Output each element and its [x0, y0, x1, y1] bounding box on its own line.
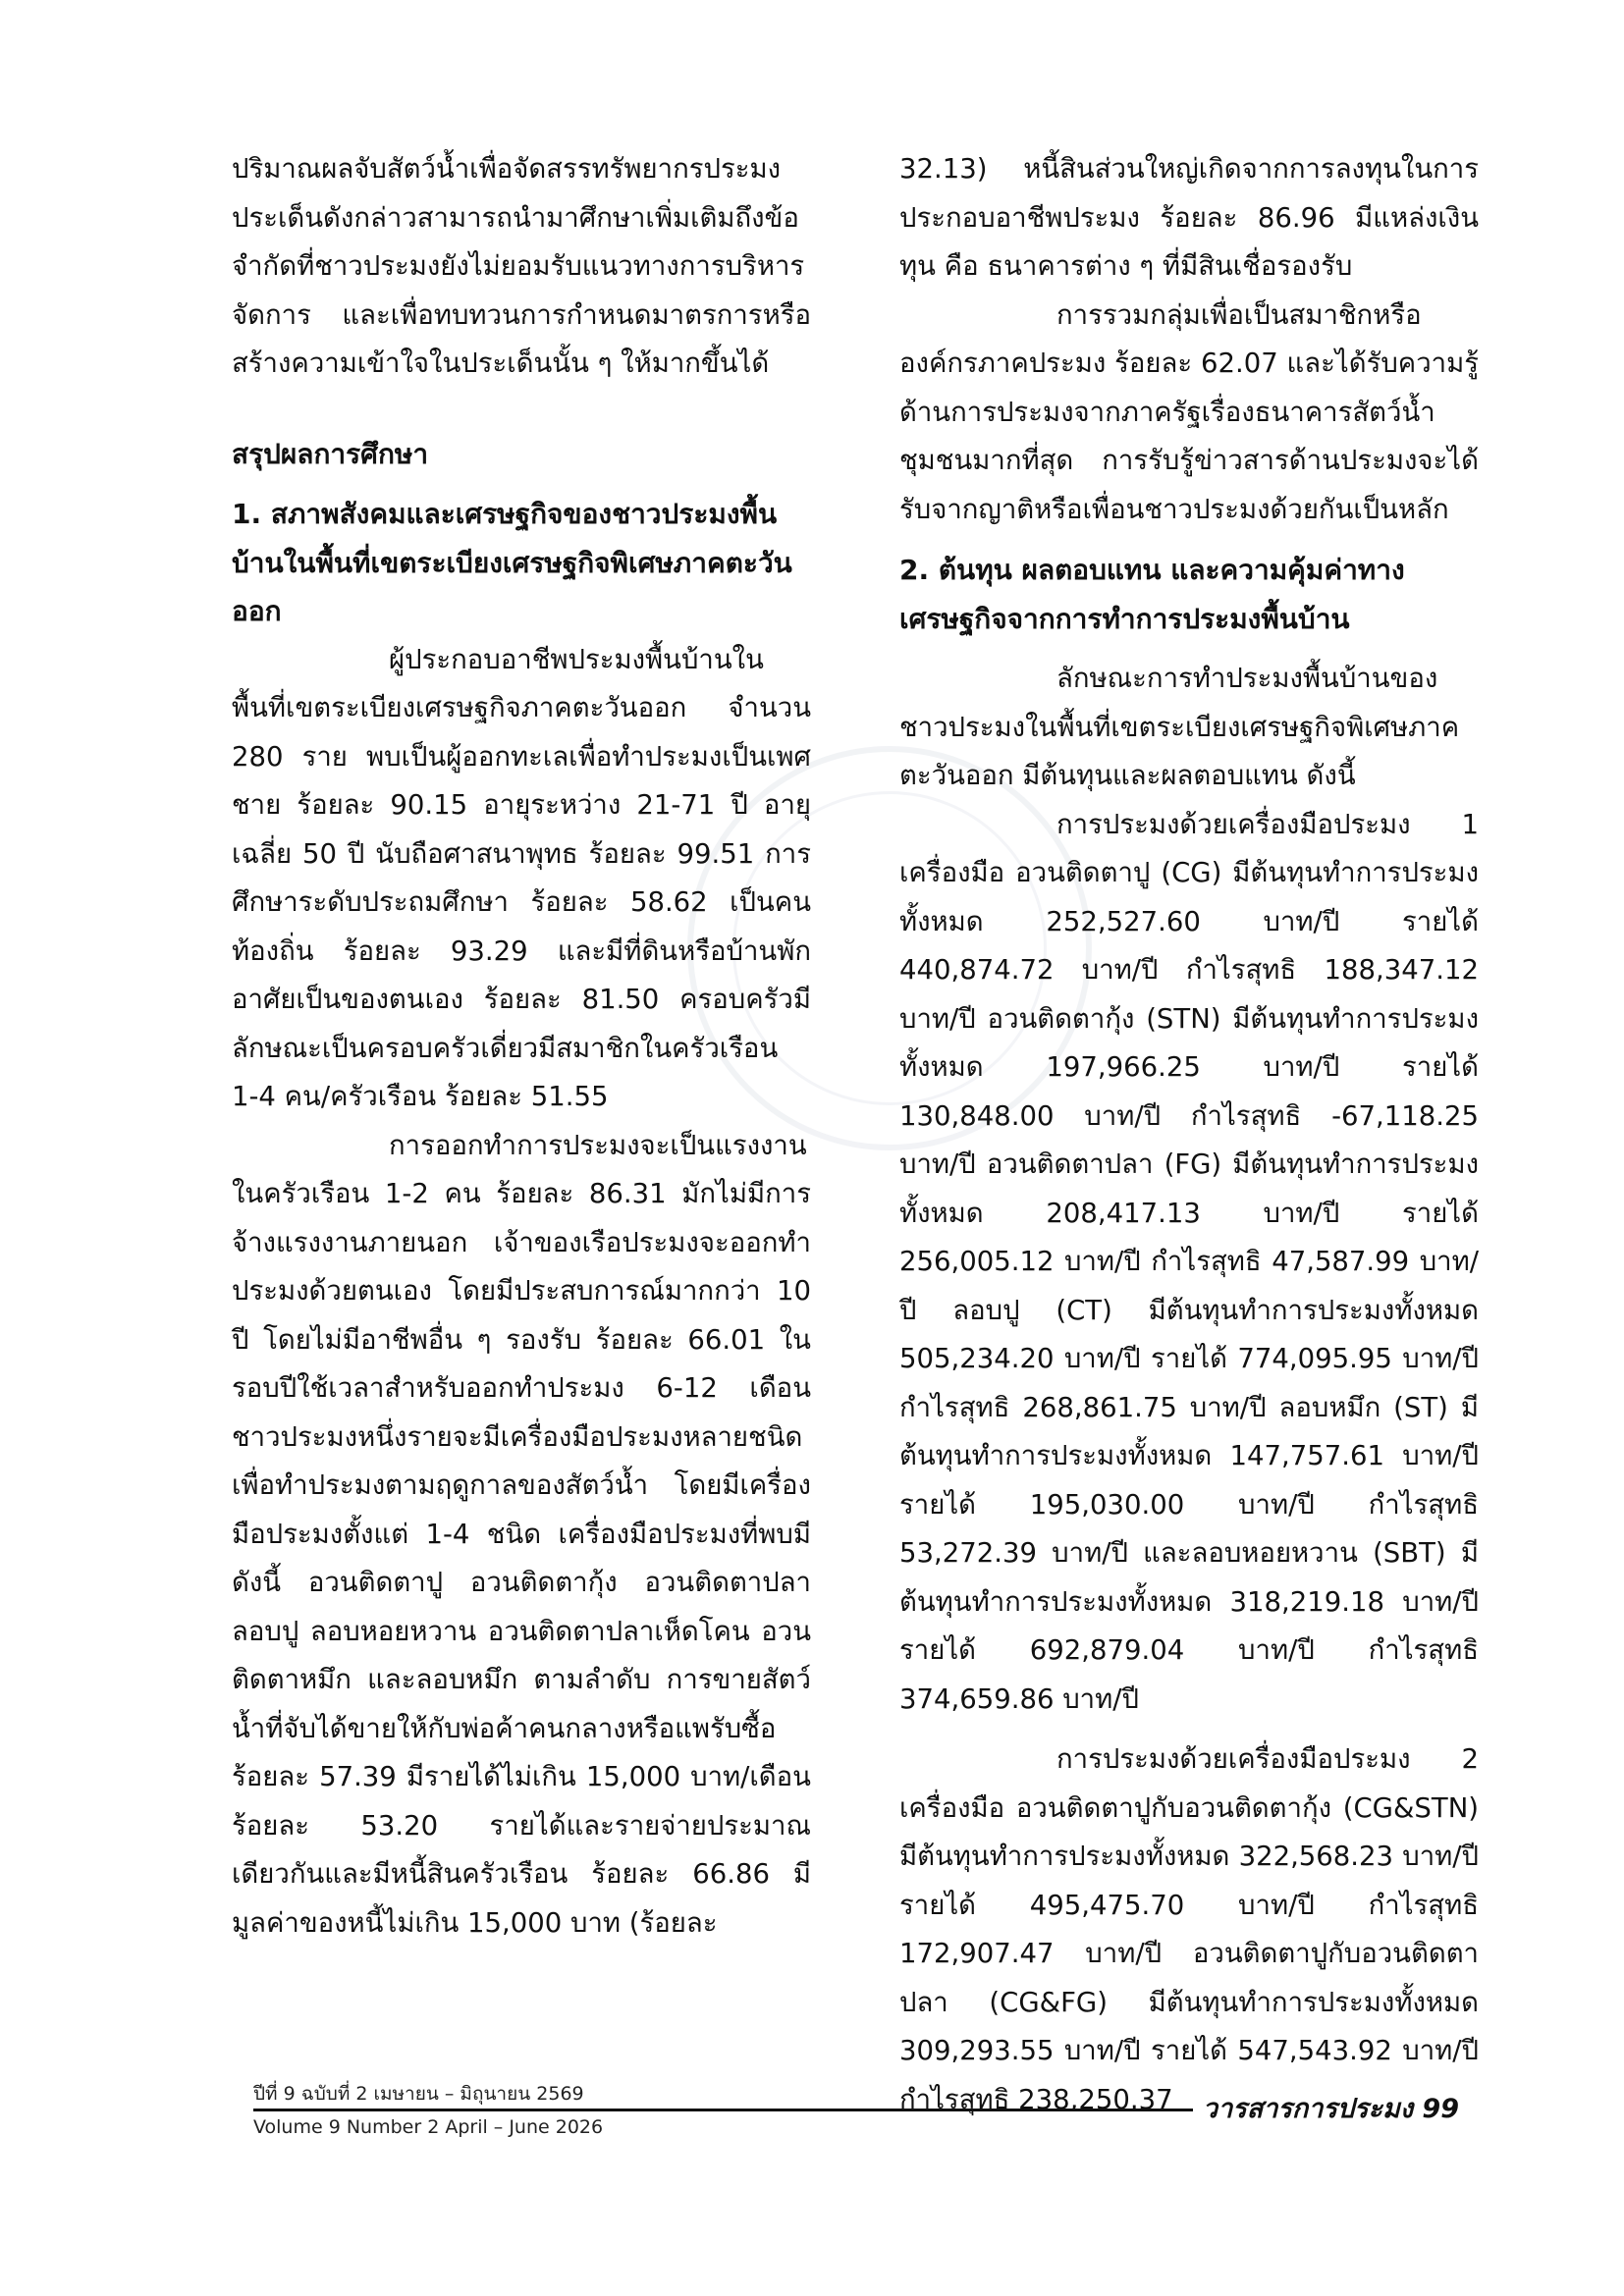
footer-volume-english: Volume 9 Number 2 April – June 2026 — [253, 2116, 604, 2138]
left-paragraph-continuation: ปริมาณผลจับสัตว์น้ำเพื่อจัดสรรทรัพยากรประมง ประเด็นดังกล่าวสามารถนำมาศึกษาเพิ่มเติมถึงข้อจำกัดที่ชาวประมงยังไม่ยอมรับแนวทางการบริหารจัดการ และเพื่อทบทวนการกำหนดมาตรการหรือสร้างความเข้าใจในประเด็นนั้น ๆ ให้มากขึ้นได้ — [232, 153, 811, 379]
footer-rule — [253, 2109, 1245, 2111]
subheading-cost-return: 2. ต้นทุน ผลตอบแทน และความคุ้มค่าทางเศรษฐกิจจากการทำการประมงพื้นบ้าน — [899, 554, 1405, 635]
footer-journal-page-number: วารสารการประมง 99 — [1193, 2087, 1459, 2129]
right-column — [899, 145, 1479, 2124]
right-paragraph-intro: ลักษณะการทำประมงพื้นบ้านของชาวประมงในพื้นที่เขตระเบียงเศรษฐกิจพิเศษภาคตะวันออก มีต้นทุนและผลตอบแทน ดังนี้ — [899, 663, 1460, 791]
right-paragraph-one-gear: การประมงด้วยเครื่องมือประมง 1 เครื่องมือ อวนติดตาปู (CG) มีต้นทุนทำการประมงทั้งหมด 252,527.60 บาท/ปี รายได้ 440,874.72 บาท/ปี กำไรสุทธิ 188,347.12 บาท/ปี อวนติดตากุ้ง (STN) มีต้นทุนทำการประมงทั้งหมด 197,966.25 บาท/ปี รายได้ 130,848.00 บาท/ปี กำไรสุทธิ -67,118.25 บาท/ปี อวนติดตาปลา (FG) มีต้นทุนทำการประมงทั้งหมด 208,417.13 บาท/ปี รายได้ 256,005.12 บาท/ปี กำไรสุทธิ 47,587.99 บาท/ปี ลอบปู (CT) มีต้นทุนทำการประมงทั้งหมด 505,234.20 บาท/ปี รายได้ 774,095.95 บาท/ปี กำไรสุทธิ 268,861.75 บาท/ปี ลอบหมึก (ST) มีต้นทุนทำการประมงทั้งหมด 147,757.61 บาท/ปี รายได้ 195,030.00 บาท/ปี กำไรสุทธิ 53,272.39 บาท/ปี และลอบหอยหวาน (SBT) มีต้นทุนทำการประมงทั้งหมด 318,219.18 บาท/ปี รายได้ 692,879.04 บาท/ปี กำไรสุทธิ 374,659.86 บาท/ปี — [899, 808, 1479, 1715]
subheading-social-economic: 1. สภาพสังคมและเศรษฐกิจของชาวประมงพื้นบ้านในพื้นที่เขตระเบียงเศรษฐกิจพิเศษภาคตะวันออก — [232, 498, 792, 627]
right-paragraph-debt: 32.13) หนี้สินส่วนใหญ่เกิดจากการลงทุนในการประกอบอาชีพประมง ร้อยละ 86.96 มีแหล่งเงินทุน คือ ธนาคารต่าง ๆ ที่มีสินเชื่อรองรับ — [899, 153, 1479, 282]
left-column — [232, 145, 811, 1948]
left-paragraph-demographics: ผู้ประกอบอาชีพประมงพื้นบ้านในพื้นที่เขตระเบียงเศรษฐกิจภาคตะวันออก จำนวน 280 ราย พบเป็นผู้ออกทะเลเพื่อทำประมงเป็นเพศชาย ร้อยละ 90.15 อายุระหว่าง 21-71 ปี อายุเฉลี่ย 50 ปี นับถือศาสนาพุทธ ร้อยละ 99.51 การศึกษาระดับประถมศึกษา ร้อยละ 58.62 เป็นคนท้องถิ่น ร้อยละ 93.29 และมีที่ดินหรือบ้านพักอาศัยเป็นของตนเอง ร้อยละ 81.50 ครอบครัวมีลักษณะเป็นครอบครัวเดี่ยวมีสมาชิกในครัวเรือน 1-4 คน/ครัวเรือน ร้อยละ 51.55 — [232, 643, 811, 1112]
right-paragraph-two-gear: การประมงด้วยเครื่องมือประมง 2 เครื่องมือ อวนติดตาปูกับอวนติดตากุ้ง (CG&STN) มีต้นทุนทำการประมงทั้งหมด 322,568.23 บาท/ปี รายได้ 495,475.70 บาท/ปี กำไรสุทธิ 172,907.47 บาท/ปี อวนติดตาปูกับอวนติดตาปลา (CG&FG) มีต้นทุนทำการประมงทั้งหมด 309,293.55 บาท/ปี รายได้ 547,543.92 บาท/ปี กำไรสุทธิ 238,250.37 — [899, 1743, 1479, 2115]
left-paragraph-labor: การออกทำการประมงจะเป็นแรงงานในครัวเรือน 1-2 คน ร้อยละ 86.31 มักไม่มีการจ้างแรงงานภายนอก เจ้าของเรือประมงจะออกทำประมงด้วยตนเอง โดยมีประสบการณ์มากกว่า 10 ปี โดยไม่มีอาชีพอื่น ๆ รองรับ ร้อยละ 66.01 ในรอบปีใช้เวลาสำหรับออกทำประมง 6-12 เดือน ชาวประมงหนึ่งรายจะมีเครื่องมือประมงหลายชนิดเพื่อทำประมงตามฤดูกาลของสัตว์น้ำ โดยมีเครื่องมือประมงตั้งแต่ 1-4 ชนิด เครื่องมือประมงที่พบมี ดังนี้ อวนติดตาปู อวนติดตากุ้ง อวนติดตาปลา ลอบปู ลอบหอยหวาน อวนติดตาปลาเห็ดโคน อวนติดตาหมึก และลอบหมึก ตามลำดับ การขายสัตว์น้ำที่จับได้ขายให้กับพ่อค้าคนกลางหรือแพรับซื้อ ร้อยละ 57.39 มีรายได้ไม่เกิน 15,000 บาท/เดือน ร้อยละ 53.20 รายได้และรายจ่ายประมาณเดียวกันและมีหนี้สินครัวเรือน ร้อยละ 66.86 มีมูลค่าของหนี้ไม่เกิน 15,000 บาท (ร้อยละ — [232, 1129, 811, 1939]
footer-volume-thai: ปีที่ 9 ฉบับที่ 2 เมษายน – มิถุนายน 2569 — [253, 2083, 584, 2105]
section-heading-summary: สรุปผลการศึกษา — [232, 437, 429, 470]
right-paragraph-groups: การรวมกลุ่มเพื่อเป็นสมาชิกหรือองค์กรภาคประมง ร้อยละ 62.07 และได้รับความรู้ด้านการประมงจากภาครัฐเรื่องธนาคารสัตว์น้ำชุมชนมากที่สุด การรับรู้ข่าวสารด้านประมงจะได้รับจากญาติหรือเพื่อนชาวประมงด้วยกันเป็นหลัก — [899, 298, 1479, 525]
